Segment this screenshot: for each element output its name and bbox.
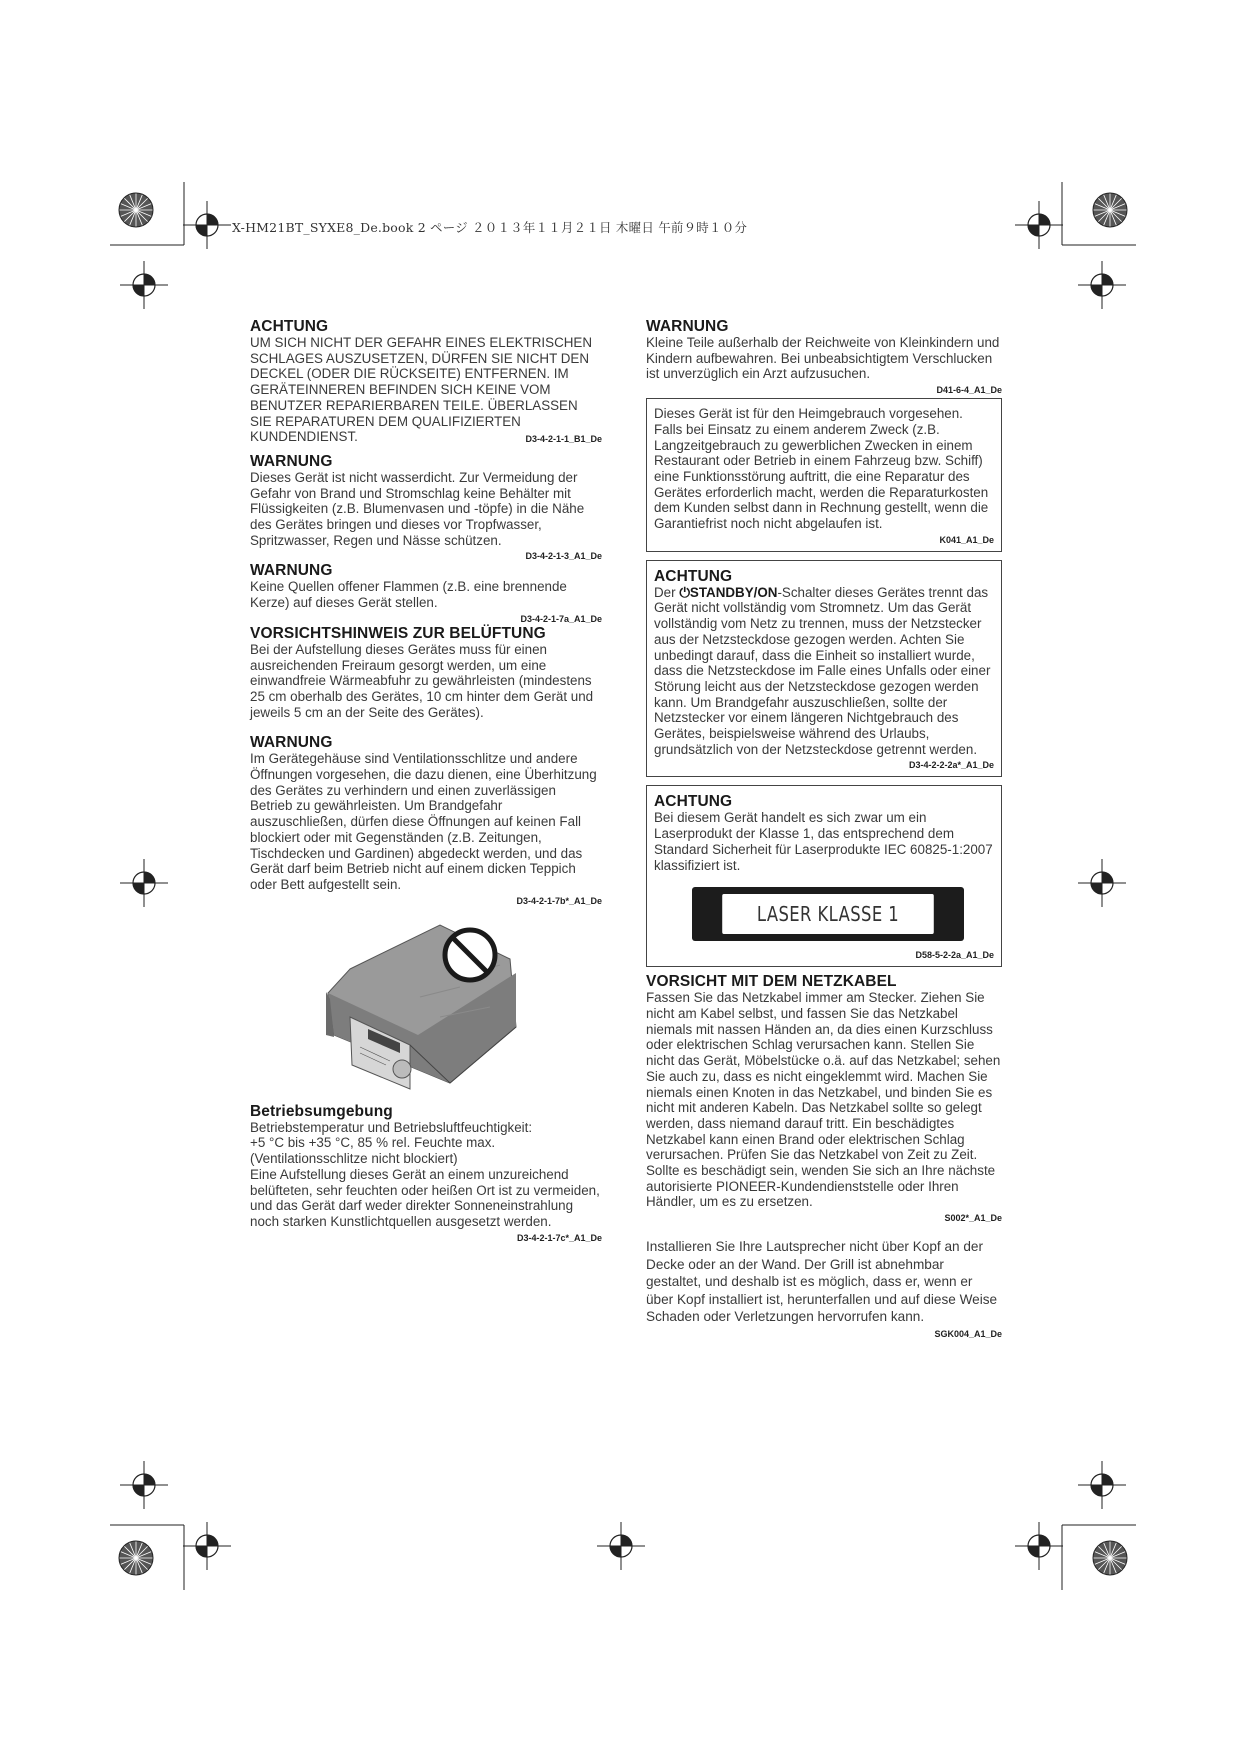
section-warnung-small-parts bbox=[646, 318, 1002, 396]
box-text: Dieses Gerät ist für den Heimgebrauch vorgesehen. Falls bei Einsatz zu einem anderem Zweck (z.B. Langzeitgebrauch zu gewerblichen Zwecken in einem Restaurant oder Betrieb in einem Fahrzeug bzw. Schiff) eine Funktionsstörung auftritt, die eine Reparatur des Gerätes erforderlich macht, werden die Reparaturkosten dem Kunden selbst dann in Rechnung gestellt, wenn die Garantiefrist noch nicht abgelaufen ist. bbox=[654, 406, 989, 532]
right-column bbox=[646, 318, 1002, 1340]
section-title: WARNUNG bbox=[250, 452, 333, 470]
home-use-box bbox=[646, 398, 1002, 552]
env-line-1: Betriebstemperatur und Betriebsluftfeuchtigkeit: bbox=[250, 1119, 533, 1135]
section-text: Im Gerätegehäuse sind Ventilationsschlitze und andere Öffnungen vorgesehen, die dazu dienen, eine Überhitzung des Gerätes zu verhindern und einen zuverlässigen Betrieb zu gewährleisten. Um Brandgefahr auszuschließen, dürfen diese Öffnungen auf keinen Fall blockiert oder mit Gegenständen (z.B. Zeitungen, Tischdecken und Gardinen) abgedeckt werden, und das Gerät darf beim Betrieb nicht auf einem dicken Teppich oder Bett aufgestellt sein. bbox=[250, 751, 597, 892]
doc-code: D58-5-2-2a_A1_De bbox=[915, 950, 994, 961]
section-text: Fassen Sie das Netzkabel immer am Stecker. Ziehen Sie nicht am Kabel selbst, und fassen Sie das Netzkabel niemals mit nassen Händen an, da dies einen Kurzschluss oder elektrischen Schlag verursachen kann. Stellen Sie nicht das Gerät, Möbelstücke o.ä. auf das Netzkabel; sehen Sie auch zu, dass es nicht eingeklemmt wird. Machen Sie niemals einen Knoten in das Netzkabel, und binden Sie es nicht mit anderen Kabeln. Das Netzkabel sollte so gelegt werden, dass niemand darauf tritt. Ein beschädigtes Netzkabel kann einen Brand oder elektrischen Schlag verursachen. Prüfen Sie das Netzkabel von Zeit zu Zeit. Sollte es beschädigt sein, wenden Sie sich an Ihre nächste autorisierte PIONEER-Kundendienststelle oder Ihren Händler, um es zu ersetzen. bbox=[646, 990, 1001, 1210]
section-text: Eine Aufstellung dieses Gerät an einem unzureichend belüfteten, sehr feuchten oder heißen Ort ist zu vermeiden, und das Gerät darf weder direkter Sonneneinstrahlung noch starken Kunstlichtquellen ausgesetzt werden. bbox=[250, 1166, 600, 1229]
section-achtung-cover bbox=[250, 318, 602, 445]
file-header: X-HM21BT_SYXE8_De.book 2 ページ ２０１３年１１月２１日 木曜日 午前９時１０分 bbox=[232, 220, 748, 235]
section-title: VORSICHT MIT DEM NETZKABEL bbox=[646, 973, 897, 991]
doc-code: K041_A1_De bbox=[939, 534, 994, 545]
section-text: Dieses Gerät ist nicht wasserdicht. Zur Vermeidung der Gefahr von Brand und Stromschlag keine Behälter mit Flüssigkeiten (z.B. Blumenvasen und -töpfe) in die Nähe des Gerätes bringen und dieses vor Tropfwasser, Spritzwasser, Regen und Nässe schützen. bbox=[250, 469, 585, 548]
section-power-cord bbox=[646, 973, 1002, 1224]
section-text: Keine Quellen offener Flammen (z.B. eine brennende Kerze) auf dieses Gerät stellen. bbox=[250, 579, 567, 611]
env-line-3: (Ventilationsschlitze nicht blockiert) bbox=[250, 1151, 458, 1167]
laser-class-label bbox=[692, 887, 964, 941]
doc-code: D41-6-4_A1_De bbox=[936, 385, 1002, 396]
standby-box bbox=[646, 560, 1002, 778]
doc-code: D3-4-2-1-7c*_A1_De bbox=[516, 1232, 602, 1243]
doc-code: S002*_A1_De bbox=[944, 1213, 1002, 1224]
section-text: UM SICH NICHT DER GEFAHR EINES ELEKTRISCHEN SCHLAGES AUSZUSETZEN, DÜRFEN SIE NICHT DEN DECKEL (ODER DIE RÜCKSEITE) ENTFERNEN. IM GERÄTEINNEREN BEFINDEN SICH KEINE VOM BENUTZER REPARIERBAREN TEILE. ÜBERLASSEN SIE REPARATUREN DEM QUALIFIZIERTEN KUNDENDIENST. bbox=[250, 335, 593, 445]
doc-code: D3-4-2-1-3_A1_De bbox=[525, 551, 602, 562]
section-ventilation bbox=[250, 625, 602, 721]
section-title: VORSICHTSHINWEIS ZUR BELÜFTUNG bbox=[250, 624, 546, 642]
section-speaker-mounting bbox=[646, 1238, 1002, 1340]
doc-code: SGK004_A1_De bbox=[934, 1328, 1002, 1339]
doc-code: D3-4-2-1-7b*_A1_De bbox=[516, 895, 602, 906]
section-title: ACHTUNG bbox=[250, 318, 329, 335]
laser-box bbox=[646, 785, 1002, 967]
section-warnung-water bbox=[250, 453, 602, 563]
section-text: Installieren Sie Ihre Lautsprecher nicht über Kopf an der Decke oder an der Wand. Der Grill ist abnehmbar gestaltet, und deshalb ist es möglich, dass er, wenn er über Kopf installiert ist, herunterfallen und auf diese Weise Schaden oder Verletzungen hervorrufen kann. bbox=[646, 1239, 998, 1325]
box-title: ACHTUNG bbox=[654, 793, 733, 811]
section-operating-environment bbox=[250, 1103, 602, 1244]
left-column bbox=[250, 318, 602, 1244]
section-text: Bei der Aufstellung dieses Gerätes muss für einen ausreichenden Freiraum gesorgt werden, um eine einwandfreie Wärmeabfuhr zu gewährleisten (mindestens 25 cm oberhalb des Gerätes, 10 cm hinter dem Gerät und jeweils 5 cm an der Seite des Gerätes). bbox=[250, 641, 594, 720]
doc-code: D3-4-2-1-7a_A1_De bbox=[520, 613, 602, 624]
doc-code: D3-4-2-1-1_B1_De bbox=[525, 433, 602, 444]
box-text: Der ⏻STANDBY/ON-Schalter dieses Gerätes trennt das Gerät nicht vollständig vom Stromnetz. Um das Gerät vollständig vom Netz zu trennen, muss der Netzstecker aus der Netzsteckdose gezogen werden. Achten Sie unbedingt darauf, dass die Einheit so installiert wurde, dass die Netzsteckdose im Falle eines Unfalls oder einer Störung leicht aus der Netzsteckdose gezogen werden kann. Um Brandgefahr auszuschließen, sollte der Netzstecker vor einem längeren Nichtgebrauch des Gerätes, beispielsweise während des Urlaubs, grundsätzlich von der Netzsteckdose getrennt werden. bbox=[654, 584, 991, 757]
doc-code: D3-4-2-2-2a*_A1_De bbox=[908, 760, 994, 771]
box-text: Bei diesem Gerät handelt es sich zwar um ein Laserprodukt der Klasse 1, das entsprechend dem Standard Sicherheit für Laserprodukte IEC 60825-1:2007 klassifiziert ist. bbox=[654, 810, 993, 873]
section-warnung-flame bbox=[250, 562, 602, 624]
section-text: Kleine Teile außerhalb der Reichweite von Kleinkindern und Kindern aufbewahren. Bei unbeabsichtigtem Verschlucken ist unverzüglich ein Arzt aufzusuchen. bbox=[646, 335, 1000, 382]
section-title: WARNUNG bbox=[250, 562, 333, 580]
section-title: WARNUNG bbox=[250, 734, 333, 752]
section-warnung-slots bbox=[250, 734, 602, 906]
box-title: ACHTUNG bbox=[654, 567, 733, 585]
env-line-2: +5 °C bis +35 °C, 85 % rel. Feuchte max. bbox=[250, 1135, 496, 1151]
covered-device-illustration bbox=[290, 917, 550, 1092]
section-title: WARNUNG bbox=[646, 318, 729, 335]
standby-switch-label: ⏻STANDBY/ON bbox=[679, 584, 778, 600]
laser-class-text: LASER KLASSE 1 bbox=[722, 894, 934, 934]
section-title: Betriebsumgebung bbox=[250, 1102, 393, 1120]
